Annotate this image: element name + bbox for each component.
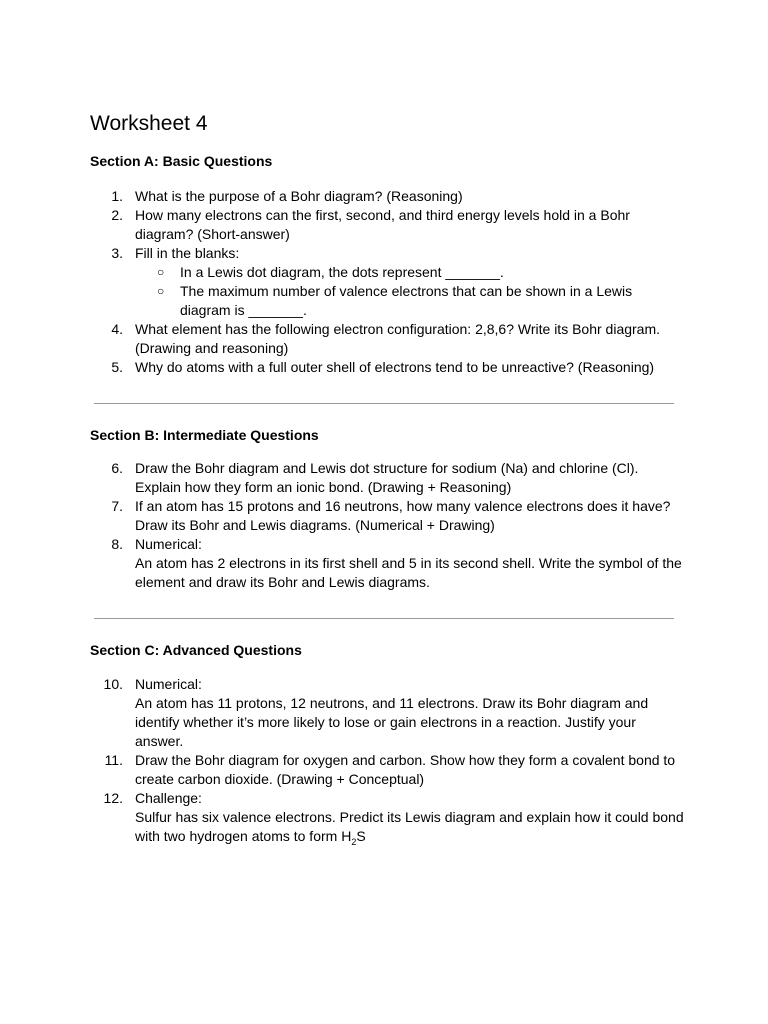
question-number: 10. [103,676,123,692]
question-text: Fill in the blanks: [135,245,240,261]
question-1 [90,187,690,206]
question-text: An atom has 11 protons, 12 neutrons, and 11 electrons. Draw its Bohr diagram and identify whether it’s more likely to lose or gain electrons in a reaction. Justify your answer. [135,695,649,749]
question-label: Numerical: [135,536,202,552]
circle-bullet-icon: ○ [157,265,165,279]
question-number: 5. [111,359,123,375]
question-4 [90,320,690,358]
question-number: 8. [111,536,123,552]
question-text: Draw the Bohr diagram for oxygen and carbon. Show how they form a covalent bond to create carbon dioxide. (Drawing + Conceptual) [135,752,676,787]
question-text: Why do atoms with a full outer shell of electrons tend to be unreactive? (Reasoning) [135,359,655,375]
question-number: 12. [103,790,123,806]
question-text-wrapper [135,808,690,846]
question-12 [90,789,690,846]
blank-item-text: The maximum number of valence electrons that can be shown in a Lewis diagram is _______. [180,283,633,318]
question-8 [90,535,690,592]
question-text: If an atom has 15 protons and 16 neutrons, how many valence electrons does it have? Draw its Bohr and Lewis diagrams. (Numerical + Drawing) [135,498,671,533]
question-number: 1. [111,188,123,204]
section-c-heading: Section C: Advanced Questions [90,642,302,658]
formula-end: S [356,828,366,844]
question-text: An atom has 2 electrons in its first shell and 5 in its second shell. Write the symbol of the element and draw its Bohr and Lewis diagrams. [135,555,682,590]
question-3 [90,244,690,320]
blank-item-2 [135,282,690,320]
question-2 [90,206,690,244]
question-number: 11. [104,752,123,768]
question-5 [90,358,690,377]
section-c-questions [90,675,690,846]
question-number: 3. [111,245,123,261]
question-label: Challenge: [135,790,202,806]
blank-item-text: In a Lewis dot diagram, the dots represent _______. [180,264,504,280]
question-number: 2. [111,207,123,223]
circle-bullet-icon: ○ [157,284,165,298]
section-a-questions [90,187,690,377]
section-b-heading: Section B: Intermediate Questions [90,427,319,443]
question-6 [90,459,690,497]
question-number: 6. [111,460,123,476]
fill-in-blanks-list [135,263,690,320]
question-7 [90,497,690,535]
question-text: Sulfur has six valence electrons. Predict its Lewis diagram and explain how it could bond with two hydrogen atoms to form H [135,809,684,844]
blank-item-1 [135,263,690,282]
question-10 [90,675,690,751]
question-number: 4. [111,321,123,337]
section-b-questions [90,459,690,592]
section-divider [94,618,674,619]
question-text: What is the purpose of a Bohr diagram? (Reasoning) [135,188,463,204]
question-text: Draw the Bohr diagram and Lewis dot structure for sodium (Na) and chlorine (Cl). Explain how they form an ionic bond. (Drawing + Reasoning) [135,460,639,495]
question-11 [90,751,690,789]
question-text: What element has the following electron configuration: 2,8,6? Write its Bohr diagram. (Drawing and reasoning) [135,321,661,356]
formula-subscript: 2 [351,836,357,847]
question-label: Numerical: [135,676,202,692]
section-divider [94,403,674,404]
section-a-heading: Section A: Basic Questions [90,153,273,169]
question-number: 7. [111,498,123,514]
worksheet-title: Worksheet 4 [90,112,208,135]
question-text: How many electrons can the first, second, and third energy levels hold in a Bohr diagram? (Short-answer) [135,207,630,242]
